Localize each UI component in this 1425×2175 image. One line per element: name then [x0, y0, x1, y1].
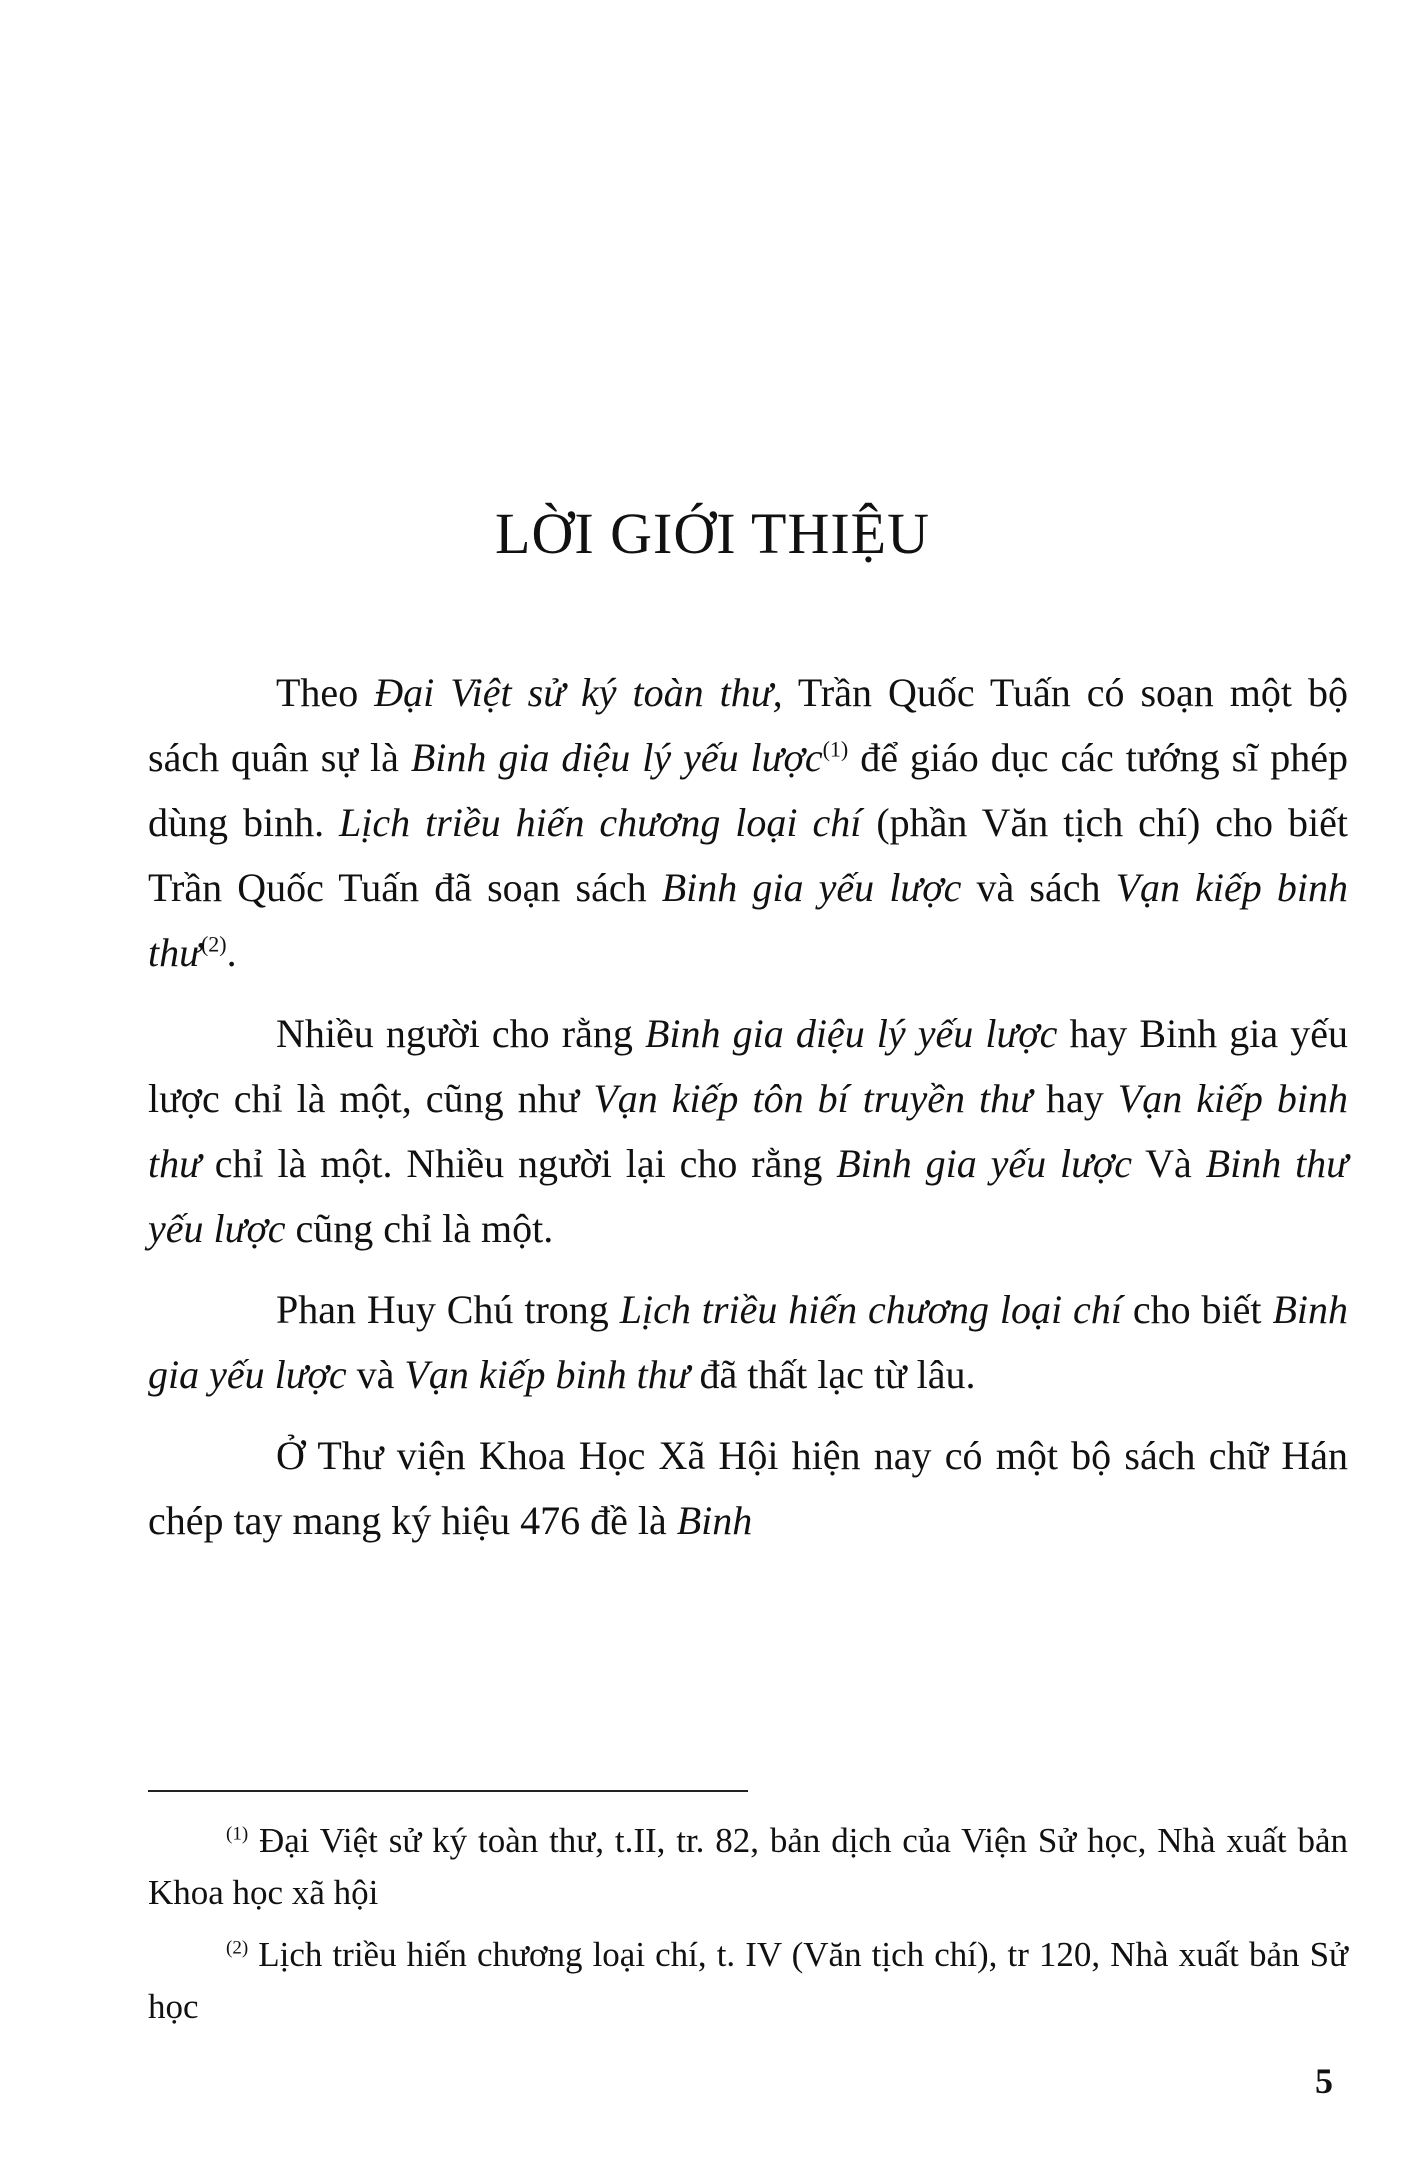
paragraph-text: hay — [1031, 1076, 1118, 1121]
footnote — [148, 1929, 1348, 2033]
footnote-marker: (2) — [226, 1937, 249, 1959]
paragraph-text: Nhiều người cho rằng — [276, 1011, 645, 1056]
italic-title-text: Binh thư yếu lược — [148, 1141, 1348, 1251]
italic-title-text: Binh gia yếu lược — [148, 1287, 1349, 1397]
italic-title-text: Vạn kiếp binh thư — [148, 1076, 1349, 1186]
body-text — [148, 660, 1348, 1569]
footnotes — [148, 1815, 1348, 2043]
paragraph-text: Phan Huy Chú trong — [276, 1287, 620, 1332]
footnote-marker: (1) — [226, 1823, 249, 1845]
footnote-text: Lịch triều hiến chương loại chí, t. IV (Văn tịch chí), tr 120, Nhà xuất bản Sử học — [148, 1935, 1348, 2026]
italic-title-text: Lịch triều hiến chương loại chí — [339, 800, 862, 845]
paragraph-text: (phần Văn tịch chí) cho biết Trần Quốc Tuấn đã soạn sách — [148, 800, 1348, 910]
italic-title-text: Binh gia diệu lý yếu lược — [410, 735, 823, 780]
footnote-reference: (1) — [822, 736, 849, 762]
italic-title-text: Binh — [676, 1498, 753, 1543]
paragraph-text: cũng chỉ là một. — [285, 1206, 554, 1251]
italic-title-text: Vạn kiếp binh thư — [404, 1352, 690, 1397]
body-paragraph — [148, 1001, 1348, 1261]
footnote-text: Đại Việt sử ký toàn thư, t.II, tr. 82, bản dịch của Viện Sử học, Nhà xuất bản Khoa học xã hội — [148, 1821, 1348, 1912]
paragraph-text: Và — [1132, 1141, 1206, 1186]
italic-title-text: Đại Việt sử ký toàn thư, — [374, 670, 783, 715]
paragraph-text: và sách — [961, 865, 1116, 910]
paragraph-text: để giáo dục các tướng sĩ phép dùng binh. — [148, 735, 1349, 845]
footnote — [148, 1815, 1348, 1919]
paragraph-text: cho biết — [1121, 1287, 1273, 1332]
body-paragraph — [148, 1423, 1348, 1553]
footnote-reference: (2) — [200, 931, 227, 957]
italic-title-text: Vạn kiếp binh thư — [148, 865, 1349, 975]
footnote-divider — [148, 1790, 748, 1792]
italic-title-text: Vạn kiếp tôn bí truyền thư — [593, 1076, 1032, 1121]
italic-title-text: Binh gia yếu lược — [661, 865, 962, 910]
paragraph-text: Theo — [276, 670, 375, 715]
page-title: LỜI GIỚI THIỆU — [495, 501, 930, 566]
page-number: 5 — [1315, 2061, 1333, 2101]
paragraph-text: chỉ là một. Nhiều người lại cho rằng — [200, 1141, 837, 1186]
body-paragraph — [148, 660, 1348, 985]
paragraph-text: Ở Thư viện Khoa Học Xã Hội hiện nay có một bộ sách chữ Hán chép tay mang ký hiệu 476 đề là — [148, 1433, 1348, 1543]
paragraph-text: hay Binh gia yếu lược chỉ là một, cũng như — [148, 1011, 1349, 1121]
paragraph-text: . — [226, 930, 237, 975]
paragraph-text: đã thất lạc từ lâu. — [689, 1352, 976, 1397]
italic-title-text: Lịch triều hiến chương loại chí — [619, 1287, 1122, 1332]
body-paragraph — [148, 1277, 1348, 1407]
paragraph-text: Trần Quốc Tuấn có soạn một bộ sách quân sự là — [148, 670, 1349, 780]
italic-title-text: Binh gia diệu lý yếu lược — [644, 1011, 1058, 1056]
paragraph-text: và — [346, 1352, 405, 1397]
italic-title-text: Binh gia yếu lược — [836, 1141, 1132, 1186]
